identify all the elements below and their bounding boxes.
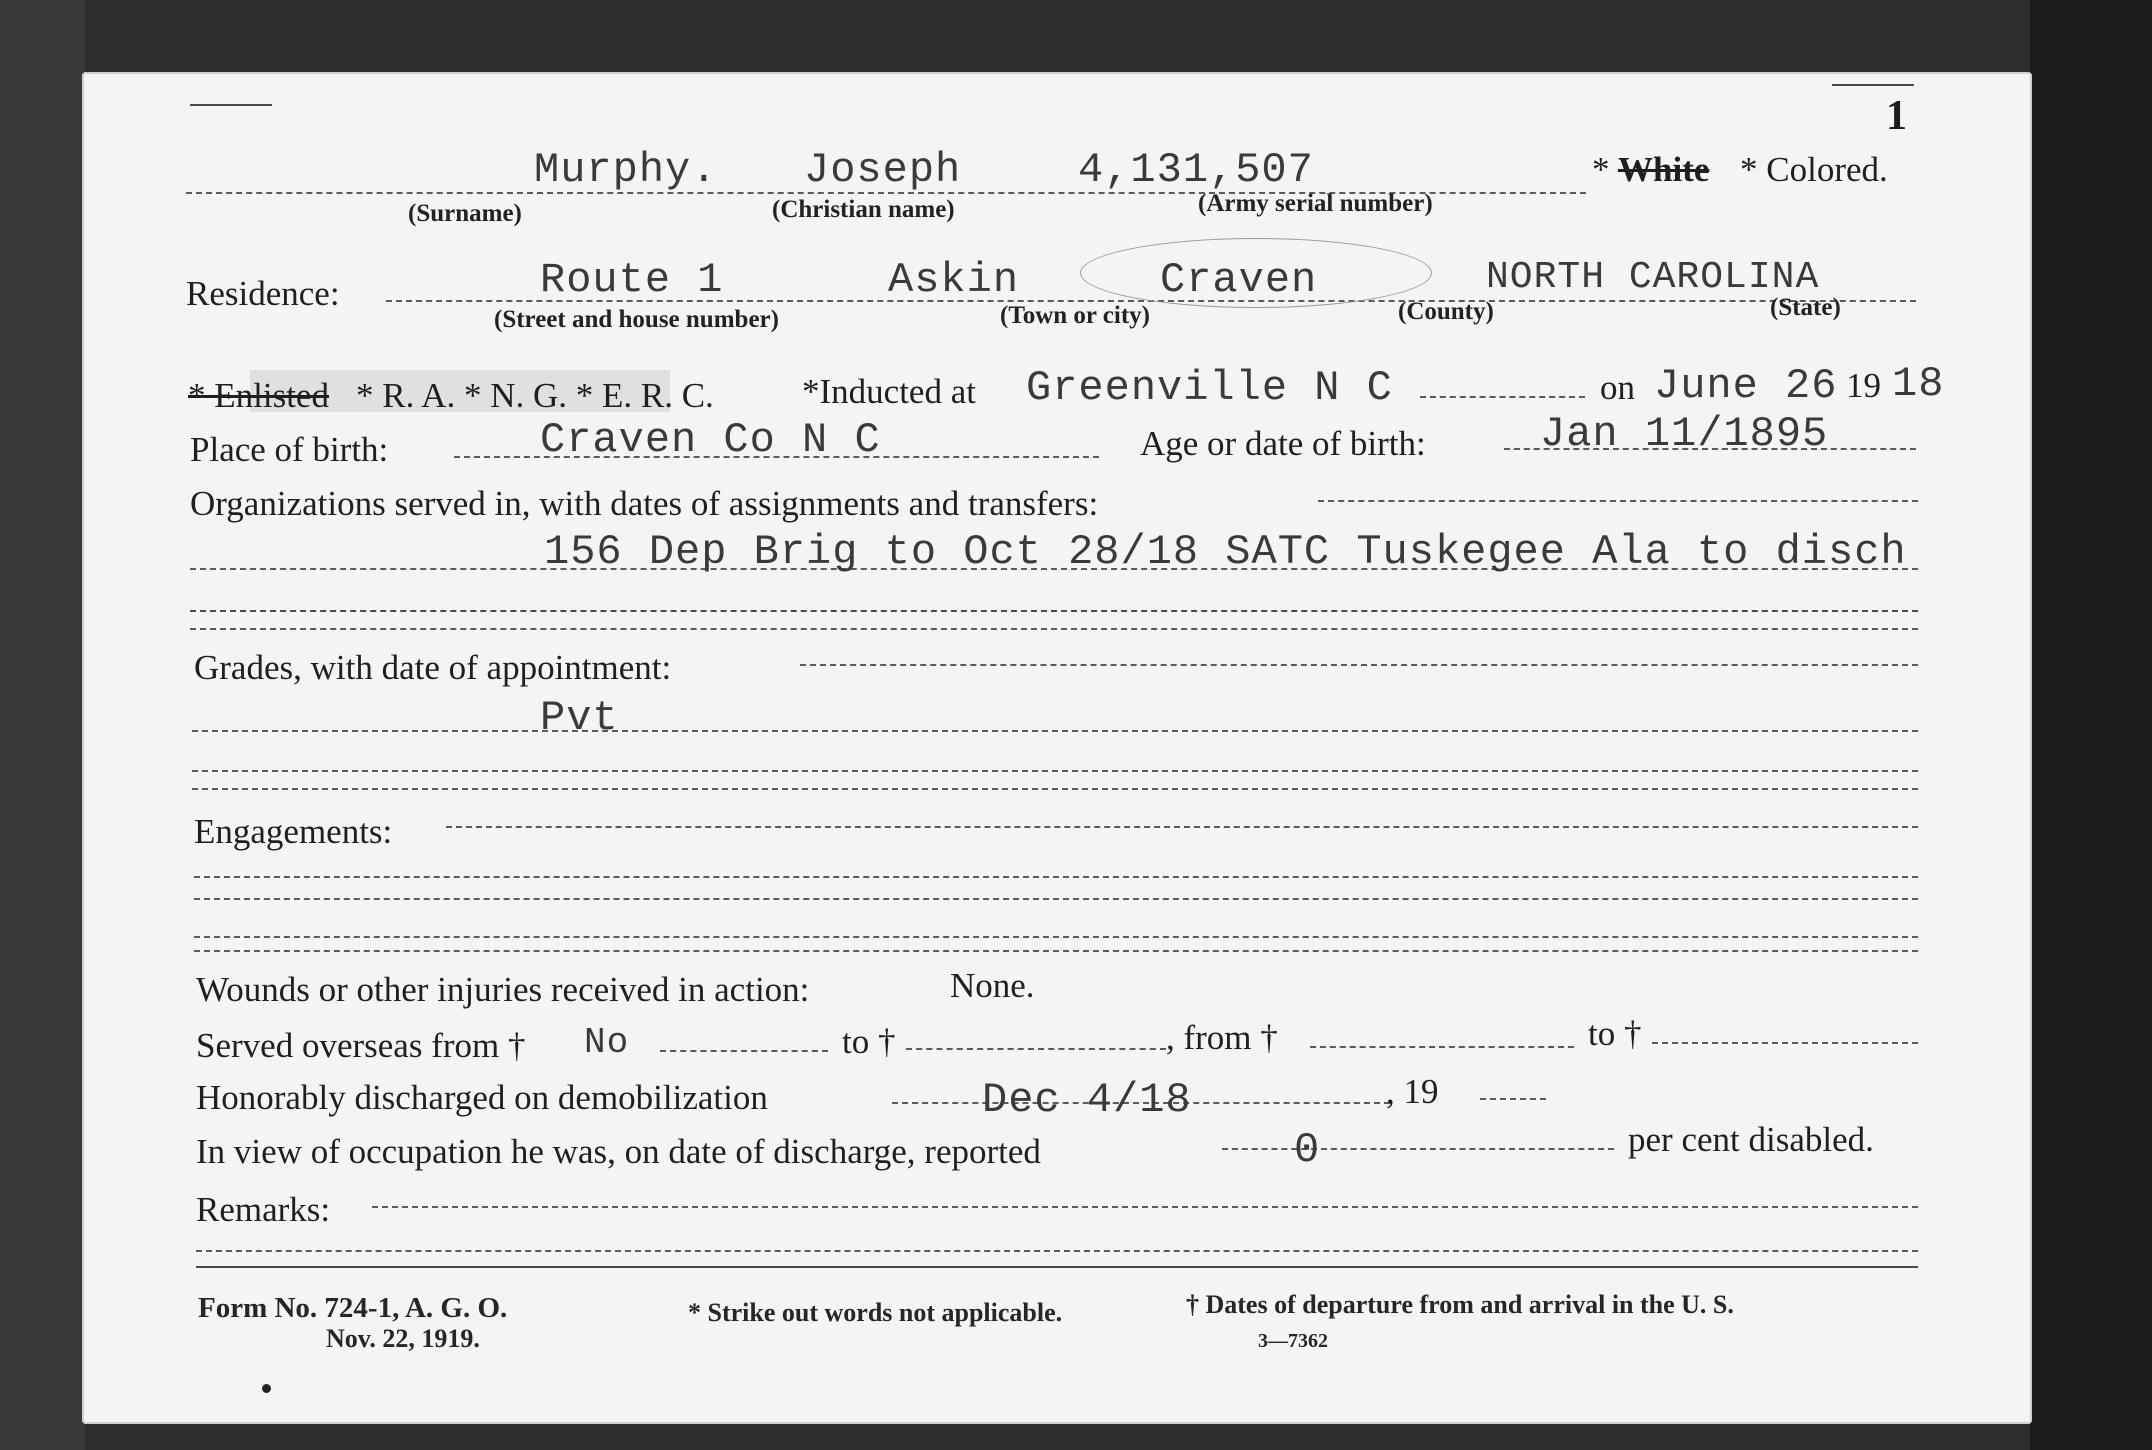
surname-caption: (Surname) [408, 200, 522, 227]
race-white-struck: White [1618, 150, 1710, 189]
serial-number-value: 4,131,507 [1078, 146, 1314, 194]
birth-date-value: Jan 11/1895 [1540, 410, 1829, 458]
christian-name-value: Joseph [804, 146, 962, 194]
engagements-line-4 [194, 936, 1918, 938]
engagements-line-1 [446, 826, 1918, 828]
organizations-value: 156 Dep Brig to Oct 28/18 SATC Tuskegee Ala to disch [544, 528, 1907, 576]
engagements-label: Engagements: [194, 812, 393, 851]
engagements-line-2 [194, 876, 1918, 878]
discharge-year-line [1480, 1098, 1546, 1100]
grades-line-1 [800, 664, 1918, 666]
town-value: Askin [888, 256, 1020, 304]
top-left-mark [190, 104, 272, 106]
form-number: Form No. 724-1, A. G. O. [198, 1292, 508, 1324]
remarks-line-1 [372, 1206, 1918, 1208]
service-types: * R. A. * N. G. * E. R. C. [356, 376, 714, 415]
inducted-date-value: June 26 [1654, 362, 1838, 410]
surname-value: Murphy. [534, 146, 718, 194]
grades-line-2 [192, 730, 1918, 732]
remarks-line-2 [196, 1250, 1918, 1252]
street-caption: (Street and house number) [494, 306, 779, 333]
print-code: 3—7362 [1258, 1330, 1328, 1352]
disability-suffix: per cent disabled. [1628, 1120, 1874, 1159]
wounds-label: Wounds or other injuries received in action: [196, 970, 810, 1009]
organizations-line-1 [1318, 500, 1918, 502]
inducted-line [1420, 396, 1585, 398]
ink-dot [262, 1384, 271, 1393]
wounds-value: None. [950, 966, 1035, 1005]
year-prefix: 19 [1846, 366, 1881, 405]
engagements-line-3 [194, 898, 1918, 900]
christian-name-caption: (Christian name) [772, 196, 955, 223]
remarks-label: Remarks: [196, 1190, 331, 1229]
on-label: on [1600, 368, 1635, 407]
county-value: Craven [1160, 256, 1318, 304]
overseas-line-4 [1652, 1042, 1918, 1044]
strike-note: * Strike out words not applicable. [688, 1298, 1063, 1327]
inducted-label: *Inducted at [802, 372, 976, 411]
overseas-from2-label: , from † [1166, 1018, 1278, 1057]
disability-value: 0 [1294, 1126, 1321, 1174]
inducted-place-value: Greenville N C [1026, 364, 1393, 412]
form-date: Nov. 22, 1919. [326, 1324, 480, 1353]
birth-place-value: Craven Co N C [540, 416, 881, 464]
state-value: NORTH CAROLINA [1486, 256, 1820, 299]
overseas-line-2 [906, 1048, 1166, 1050]
organizations-line-3 [190, 610, 1918, 612]
discharge-label: Honorably discharged on demobilization [196, 1078, 768, 1117]
birth-place-label: Place of birth: [190, 430, 389, 469]
disability-line [1222, 1148, 1614, 1150]
state-caption: (State) [1770, 294, 1841, 321]
overseas-label: Served overseas from † [196, 1026, 526, 1065]
disability-label: In view of occupation he was, on date of discharge, reported [196, 1132, 1041, 1171]
race-colored: * Colored. [1740, 150, 1888, 189]
county-caption: (County) [1398, 298, 1494, 325]
overseas-to-label: to † [842, 1022, 896, 1061]
birth-date-label: Age or date of birth: [1140, 424, 1426, 463]
organizations-line-4 [190, 628, 1918, 630]
street-value: Route 1 [540, 256, 724, 304]
organizations-label: Organizations served in, with dates of assignments and transfers: [190, 484, 1099, 523]
race-prefix: * [1592, 150, 1610, 189]
background-left [0, 0, 85, 1450]
top-right-mark [1832, 84, 1914, 86]
grade-value: Pvt [540, 694, 619, 742]
town-caption: (Town or city) [1000, 302, 1150, 329]
discharge-date-value: Dec 4/18 [982, 1076, 1192, 1124]
grades-line-4 [192, 788, 1918, 790]
background-right [2030, 0, 2152, 1450]
grades-line-3 [192, 770, 1918, 772]
discharge-year: , 19 [1386, 1072, 1439, 1111]
year-suffix-value: 18 [1892, 360, 1945, 408]
card-number: 1 [1886, 93, 1907, 139]
dagger-note: † Dates of departure from and arrival in the U. S. [1186, 1290, 1734, 1319]
overseas-line-1 [660, 1050, 828, 1052]
residence-label: Residence: [186, 274, 340, 313]
footer-rule [196, 1266, 1918, 1268]
grades-label: Grades, with date of appointment: [194, 648, 672, 687]
engagements-line-5 [194, 950, 1918, 952]
overseas-line-3 [1310, 1046, 1574, 1048]
serial-caption: (Army serial number) [1198, 190, 1433, 217]
overseas-from-value: No [584, 1022, 630, 1063]
overseas-to2-label: to † [1588, 1014, 1642, 1053]
enlisted-struck: * Enlisted [188, 376, 329, 415]
